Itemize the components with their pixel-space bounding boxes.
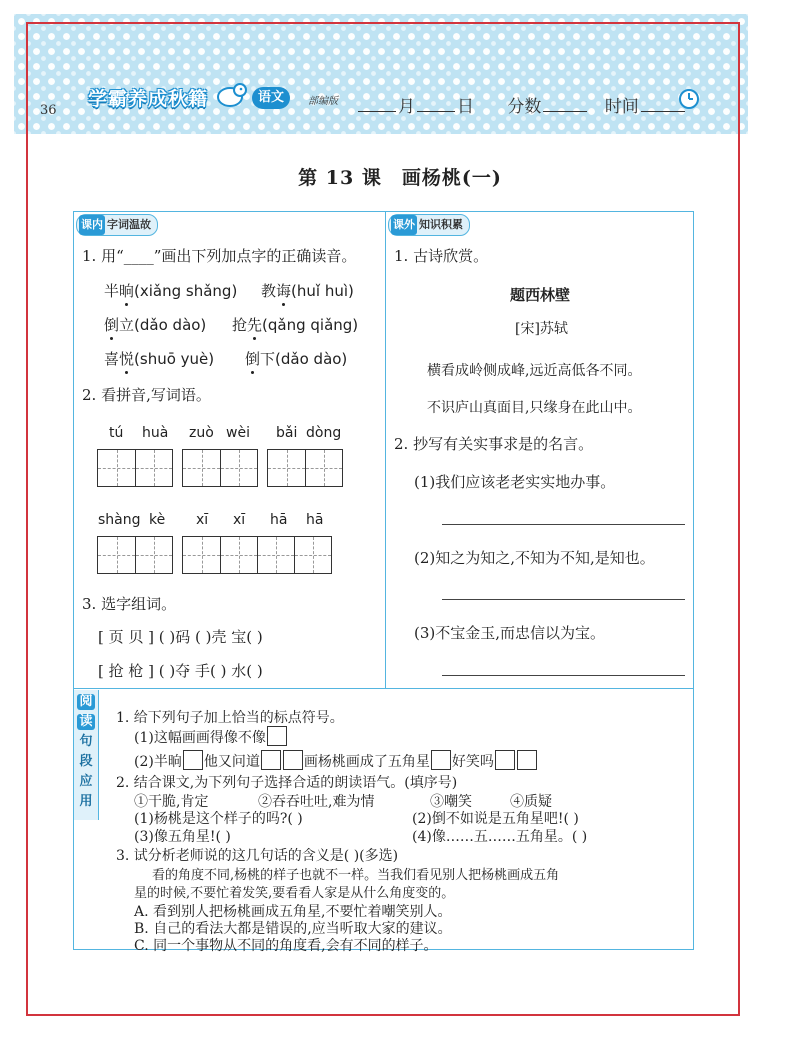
writing-grid[interactable]	[97, 449, 173, 487]
reading-section-label: 阅 读 句 段 应 用	[74, 690, 99, 820]
meaning-quote-2: 星的时候,不要忙着发笑,要看看人家是从什么角度变的。	[134, 886, 455, 901]
tone-item: (3)像五角星!( )	[134, 829, 231, 845]
writing-grid[interactable]	[267, 449, 343, 487]
punctuation-prompt: 1. 给下列句子加上恰当的标点符号。	[116, 710, 344, 726]
quote-2: (2)知之为知之,不知为不知,是知也。	[414, 549, 655, 567]
punctuation-box[interactable]	[283, 750, 303, 770]
meaning-option-a: A. 看到别人把杨桃画成五角星,不要忙着嘲笑别人。	[134, 904, 452, 920]
month-label: 月	[398, 97, 415, 117]
poem-prompt: 1. 古诗欣赏。	[394, 247, 489, 265]
time-label: 时间	[604, 97, 639, 117]
brand-title: 学霸养成秋籍	[88, 88, 209, 110]
quotes-prompt: 2. 抄写有关实事求是的名言。	[394, 435, 594, 453]
time-blank[interactable]	[641, 111, 685, 112]
pinyin-label: shàng	[98, 512, 141, 528]
meaning-prompt: 3. 试分析老师说的这几句话的含义是( )(多选)	[116, 848, 399, 864]
q1-prompt: 1. 用“____”画出下列加点字的正确读音。	[82, 247, 357, 265]
quote-1: (1)我们应该老老实实地办事。	[414, 473, 616, 491]
pinyin-label: zuò	[189, 425, 214, 441]
page-number: 36	[40, 103, 57, 118]
poem-line-1: 横看成岭侧成峰,远近高低各不同。	[427, 363, 642, 379]
meaning-quote-1: 看的角度不同,杨桃的样子也就不一样。当我们看见别人把杨桃画成五角	[152, 868, 560, 883]
meaning-option-b: B. 自己的看法大都是错误的,应当听取大家的建议。	[134, 921, 452, 937]
clock-icon	[678, 88, 700, 110]
reading-item: 抢先(qǎng qiǎng)	[232, 316, 359, 334]
extracurricular-tag-text: 知识积累	[419, 218, 463, 231]
reading-item: 半晌(xiǎng shǎng)	[104, 282, 238, 300]
tone-option: ①干脆,肯定	[134, 794, 209, 810]
punctuation-box[interactable]	[495, 750, 515, 770]
in-class-tag	[76, 214, 158, 236]
q3-prompt: 3. 选字组词。	[82, 595, 177, 613]
writing-grid[interactable]	[97, 536, 173, 574]
tone-option: ②吞吞吐吐,难为情	[258, 794, 375, 810]
q3-line-1: [ 页 贝 ] ( )码 ( )壳 宝( )	[98, 628, 263, 646]
pinyin-label: tú	[109, 425, 124, 441]
answer-line[interactable]	[442, 524, 685, 525]
lesson-title: 第 13 课 画杨桃(一)	[298, 167, 502, 189]
reading-item: 倒立(dǎo dào)	[104, 316, 207, 334]
meaning-option-c: C. 同一个事物从不同的角度看,会有不同的样子。	[134, 938, 438, 954]
punctuation-line-1: (1)这幅画画得像不像	[134, 726, 288, 747]
tone-item: (1)杨桃是这个样子的吗?( )	[134, 811, 303, 827]
punctuation-box[interactable]	[183, 750, 203, 770]
punctuation-box[interactable]	[261, 750, 281, 770]
reading-item: 倒下(dǎo dào)	[245, 350, 348, 368]
writing-grid[interactable]	[182, 449, 258, 487]
pinyin-label: dòng	[306, 425, 342, 441]
score-label: 分数	[507, 97, 542, 117]
mascot-icon	[216, 82, 248, 108]
punctuation-box[interactable]	[431, 750, 451, 770]
tone-prompt: 2. 结合课文,为下列句子选择合适的朗读语气。(填序号)	[116, 775, 458, 791]
score-blank[interactable]	[543, 111, 587, 112]
date-score-line	[356, 92, 687, 117]
poem-author: [宋]苏轼	[515, 321, 568, 337]
in-class-tag-text: 字词温故	[107, 218, 151, 231]
answer-line[interactable]	[442, 599, 685, 600]
quote-3: (3)不宝金玉,而忠信以为宝。	[414, 624, 606, 642]
pinyin-label: hā	[306, 512, 324, 528]
tone-item: (4)像……五……五角星。( )	[412, 829, 588, 845]
extracurricular-tag	[388, 214, 470, 236]
q3-line-2: [ 抢 枪 ] ( )夺 手( ) 水( )	[98, 662, 263, 680]
punctuation-box[interactable]	[267, 726, 287, 746]
tone-option: ④质疑	[510, 794, 552, 810]
tone-item: (2)倒不如说是五角星吧!( )	[412, 811, 579, 827]
reading-item: 教诲(huǐ huì)	[261, 282, 354, 300]
day-label: 日	[457, 97, 474, 117]
poem-line-2: 不识庐山真面目,只缘身在此山中。	[427, 400, 642, 416]
pinyin-label: xī	[233, 512, 246, 528]
pinyin-label: xī	[196, 512, 209, 528]
punctuation-line-2: (2)半晌 他又问道 画杨桃画成了五角星 好笑吗	[134, 750, 538, 771]
punctuation-box[interactable]	[517, 750, 537, 770]
writing-grid[interactable]	[182, 536, 332, 574]
pinyin-label: wèi	[226, 425, 250, 441]
month-blank[interactable]	[358, 111, 396, 112]
day-blank[interactable]	[417, 111, 455, 112]
subject-badge: 语文	[252, 87, 290, 109]
pinyin-label: bǎi	[276, 425, 298, 441]
pinyin-label: kè	[149, 512, 166, 528]
tone-option: ③嘲笑	[430, 794, 472, 810]
edition-label: 部编版	[308, 96, 338, 107]
poem-title: 题西林壁	[510, 286, 571, 304]
reading-item: 喜悦(shuō yuè)	[104, 350, 215, 368]
extracurricular-tag-highlight: 课外	[391, 215, 417, 235]
answer-line[interactable]	[442, 675, 685, 676]
q2-prompt: 2. 看拼音,写词语。	[82, 386, 211, 404]
in-class-tag-highlight: 课内	[79, 215, 105, 235]
pinyin-label: hā	[270, 512, 288, 528]
pinyin-label: huà	[142, 425, 169, 441]
